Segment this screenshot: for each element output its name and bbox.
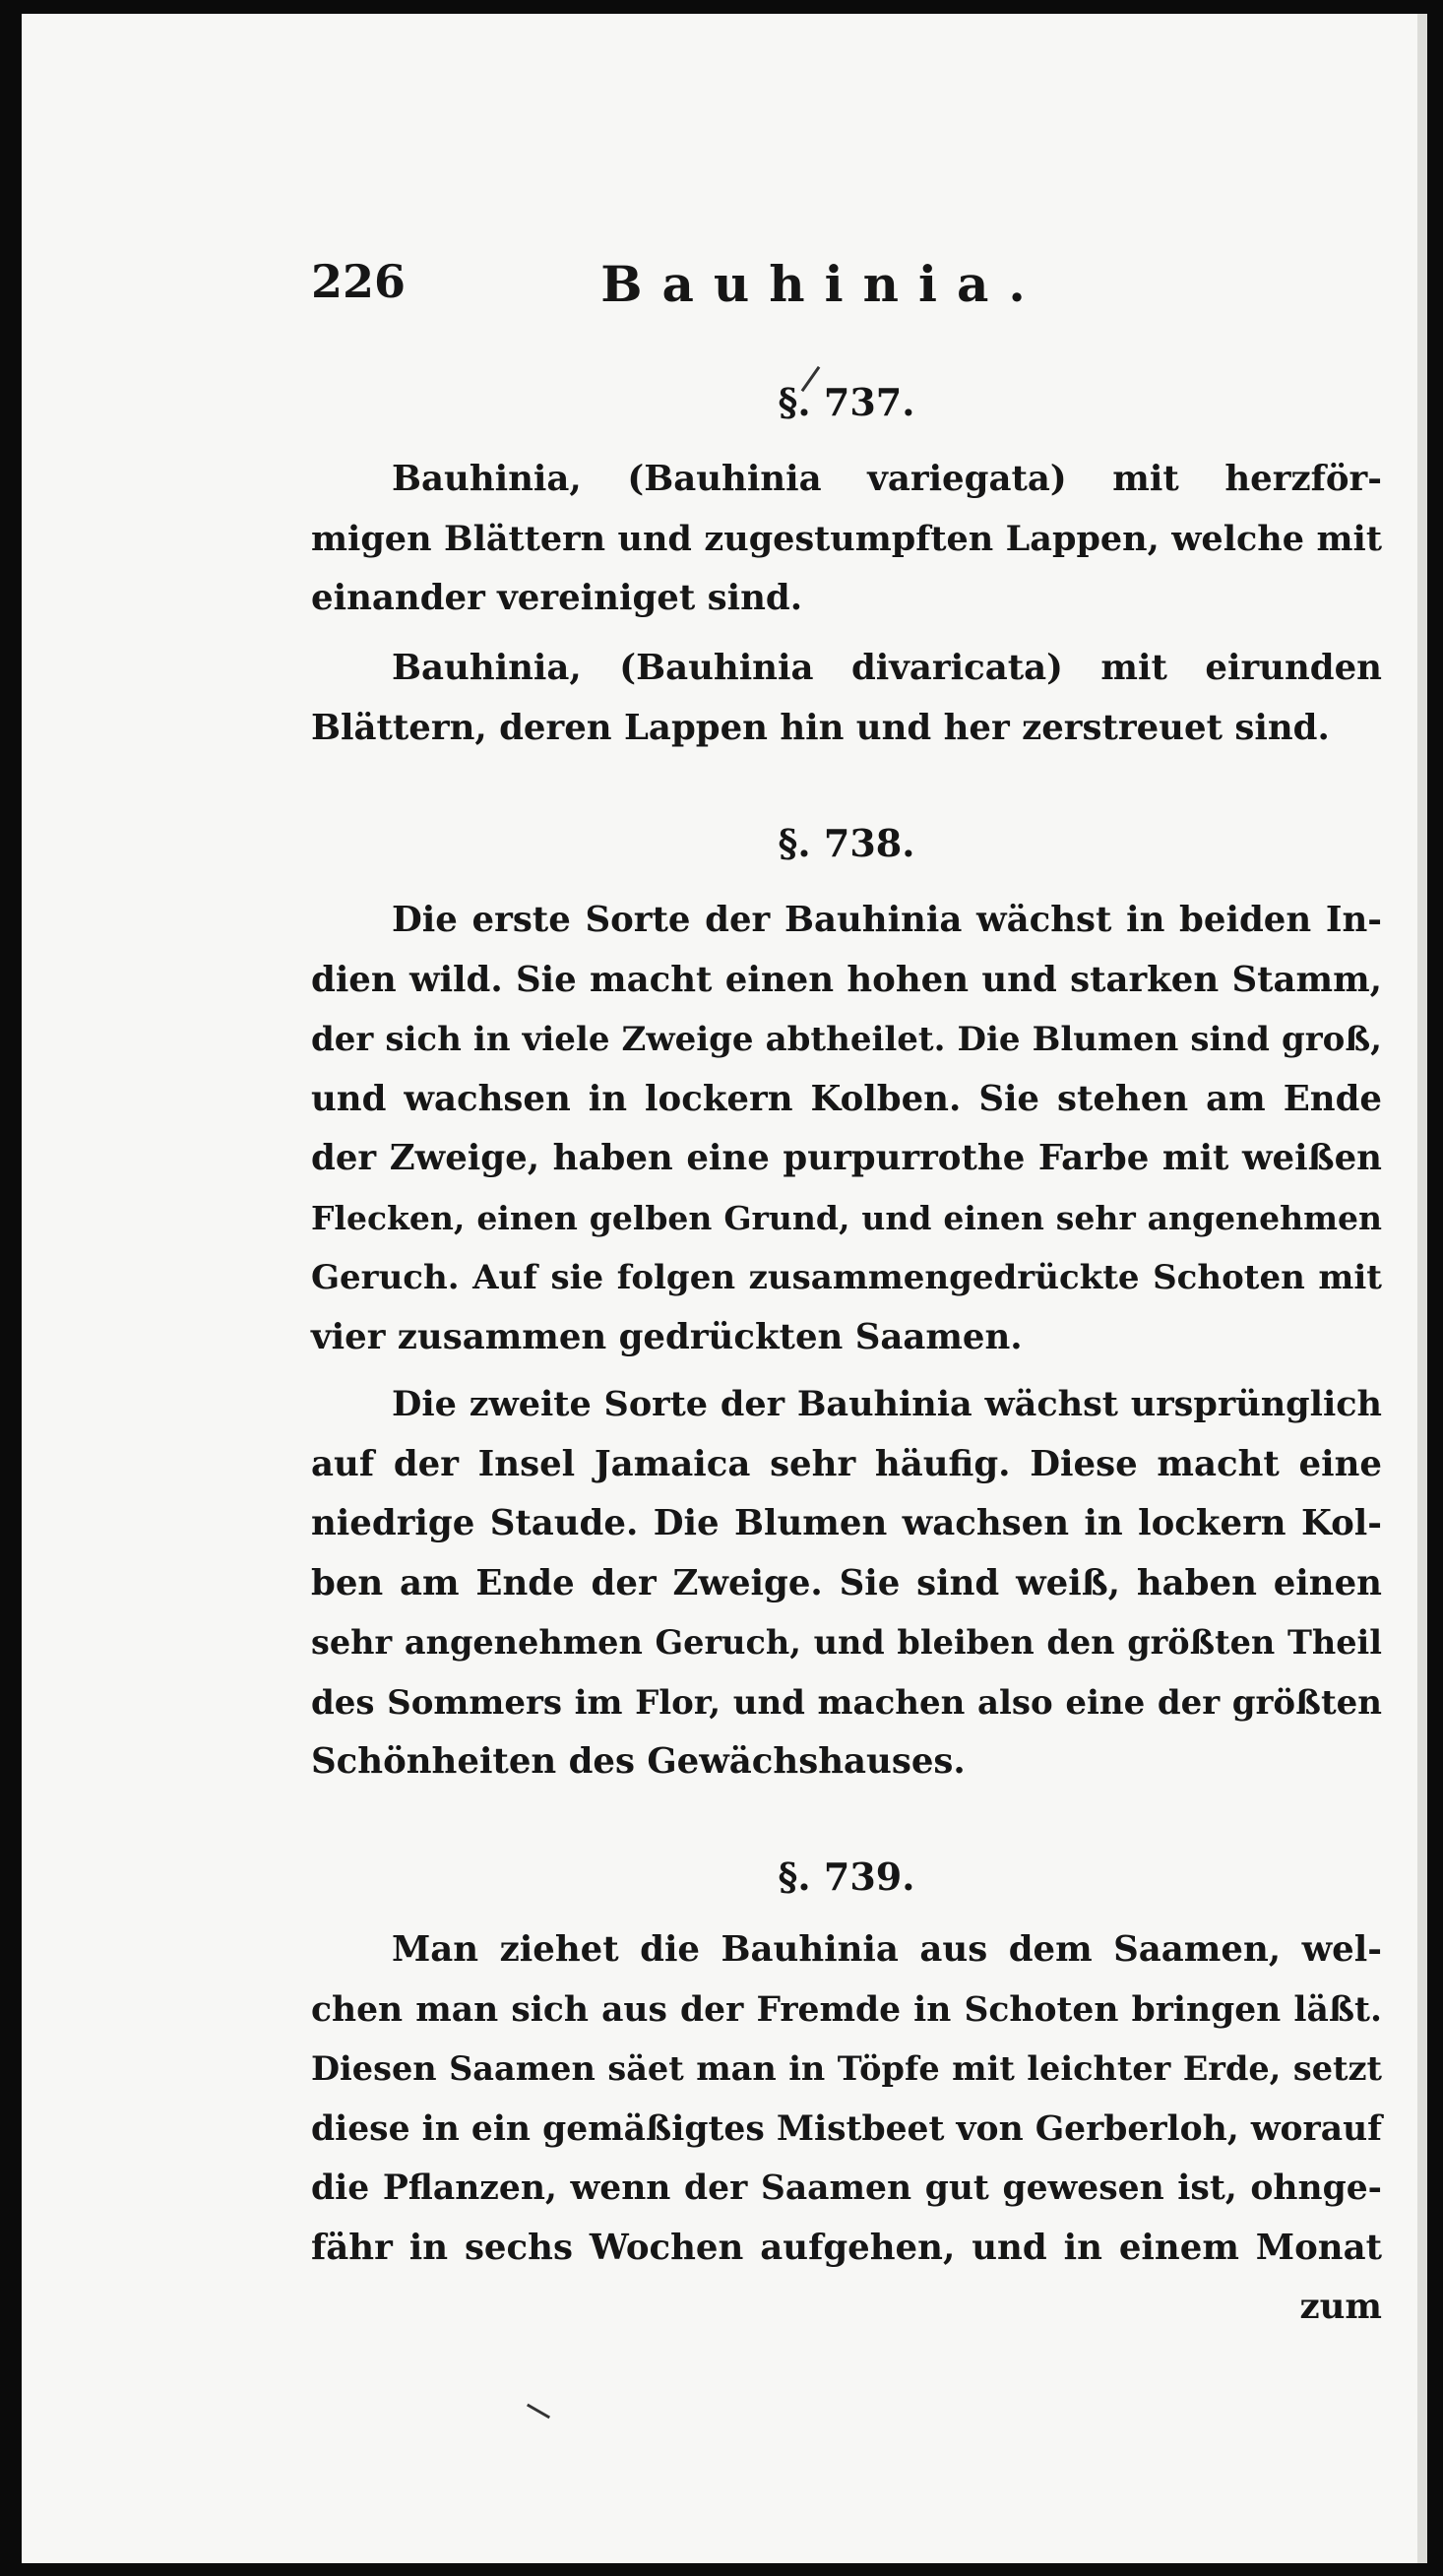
section-heading-739: §. 739. [778, 1854, 915, 1899]
running-header [311, 255, 1382, 324]
catchword: zum [1299, 2287, 1382, 2327]
paragraph [311, 891, 1382, 1367]
text-line: Die erste Sorte der Bauhinia wächst in beiden In- [392, 900, 1382, 940]
text-line: des Sommers im Flor, und machen also eine der größten [311, 1682, 1382, 1723]
paragraph [311, 1375, 1382, 1792]
section-heading-738: §. 738. [778, 821, 915, 865]
text-line: Blättern, deren Lappen hin und her zerstreuet sind. [311, 707, 1330, 748]
text-line: einander vereiniget sind. [311, 578, 803, 618]
text-line: chen man sich aus der Fremde in Schoten bringen läßt. [311, 1989, 1382, 2030]
text-line: Bauhinia, (Bauhinia variegata) mit herzför- [392, 459, 1382, 499]
text-line: der Zweige, haben eine purpurrothe Farbe mit weißen [311, 1138, 1382, 1178]
paragraph [311, 639, 1382, 758]
text-line: fähr in sechs Wochen aufgehen, und in einem Monat [311, 2227, 1382, 2268]
text-line: sehr angenehmen Geruch, und bleiben den größten Theil [311, 1623, 1382, 1662]
paragraph [311, 1920, 1382, 2338]
text-line: Man ziehet die Bauhinia aus dem Saamen, wel- [392, 1929, 1382, 1970]
text-line: die Pflanzen, wenn der Saamen gut gewesen ist, ohnge- [311, 2168, 1382, 2208]
section-heading-737: §. 737. [778, 380, 915, 424]
text-line: Die zweite Sorte der Bauhinia wächst ursprünglich [392, 1384, 1382, 1424]
pen-mark [527, 2404, 550, 2419]
page-number: 226 [311, 255, 407, 308]
text-line: auf der Insel Jamaica sehr häufig. Diese macht eine [311, 1443, 1382, 1484]
book-page [22, 14, 1417, 2563]
text-line: Flecken, einen gelben Grund, und einen sehr angenehmen [311, 1198, 1382, 1237]
page-edge-shadow [1417, 14, 1427, 2563]
running-title: Bauhinia. [600, 255, 1045, 313]
text-line: und wachsen in lockern Kolben. Sie stehen am Ende [311, 1078, 1382, 1119]
text-line: migen Blättern und zugestumpften Lappen, welche mit [311, 518, 1382, 559]
text-line: Bauhinia, (Bauhinia divaricata) mit eirunden [392, 648, 1382, 688]
paragraph [311, 450, 1382, 629]
text-line: ben am Ende der Zweige. Sie sind weiß, haben einen [311, 1562, 1382, 1603]
text-line: Diesen Saamen säet man in Töpfe mit leichter Erde, setzt [311, 2049, 1382, 2088]
text-line: vier zusammen gedrückten Saamen. [311, 1316, 1023, 1357]
text-line: dien wild. Sie macht einen hohen und starken Stamm, [311, 959, 1382, 1000]
text-line: Geruch. Auf sie folgen zusammengedrückte Schoten mit [311, 1258, 1382, 1297]
text-line: niedrige Staude. Die Blumen wachsen in lockern Kol- [311, 1503, 1382, 1543]
text-line: diese in ein gemäßigtes Mistbeet von Gerberloh, worauf [311, 2108, 1382, 2149]
text-line: Schönheiten des Gewächshauses. [311, 1741, 966, 1782]
text-line: der sich in viele Zweige abtheilet. Die Blumen sind groß, [311, 1020, 1382, 1059]
